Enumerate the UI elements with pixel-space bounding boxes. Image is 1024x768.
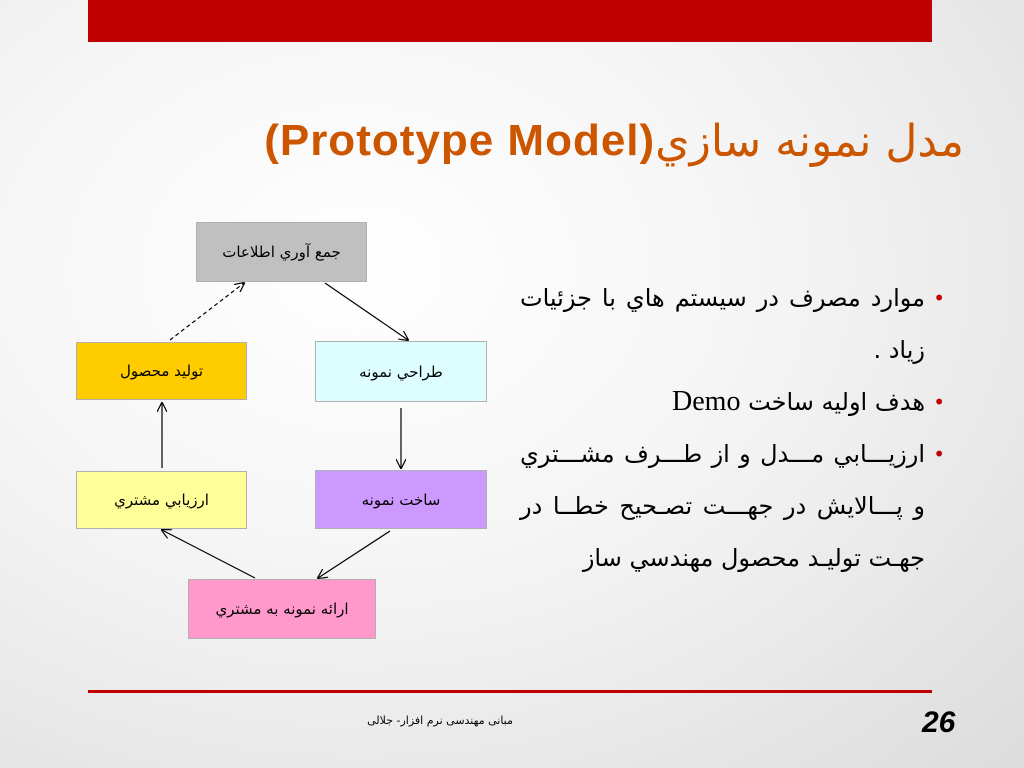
page-number: 26 xyxy=(922,706,956,739)
bullet-item xyxy=(520,376,945,428)
bullet-item xyxy=(520,428,945,584)
arrow-gather-to-design xyxy=(325,283,408,340)
arrow-present-to-evaluate xyxy=(162,530,255,578)
slide-footer: مبانی مهندسی نرم افزار- جلالی xyxy=(367,714,513,727)
box-gather-information: جمع آوري اطلاعات xyxy=(196,222,367,282)
bullet-list xyxy=(520,272,945,584)
box-design-prototype: طراحي نمونه xyxy=(315,341,487,402)
bullet-latin-text: Demo xyxy=(672,386,741,417)
bullet-text: ارزيـــابي مـــدل و از طـــرف مشـــتري و پـــالايش در جهـــت تصـحيح خطــا در جهـت توليـد محصول مهندسي ساز xyxy=(520,440,925,572)
bullet-dot-icon: • xyxy=(933,390,945,414)
slide-title-english: (Prototype Model) xyxy=(264,116,656,165)
slide-title-persian: مدل نمونه سازي xyxy=(655,115,964,167)
bottom-divider-line xyxy=(88,690,932,693)
bullet-text: هدف اوليه ساخت xyxy=(748,388,925,416)
box-produce-product: توليد محصول xyxy=(76,342,247,400)
box-customer-evaluation: ارزيابي مشتري xyxy=(76,471,247,529)
arrow-product-to-gather-dashed xyxy=(170,283,244,340)
bullet-dot-icon: • xyxy=(933,442,945,466)
box-present-to-customer: ارائه نمونه به مشتري xyxy=(188,579,376,639)
box-build-prototype: ساخت نمونه xyxy=(315,470,487,529)
bullet-item xyxy=(520,272,945,376)
arrow-build-to-present xyxy=(318,531,390,578)
bullet-dot-icon: • xyxy=(933,286,945,310)
bullet-text: موارد مصرف در سيستم هاي با جزئيات زياد . xyxy=(520,284,925,364)
